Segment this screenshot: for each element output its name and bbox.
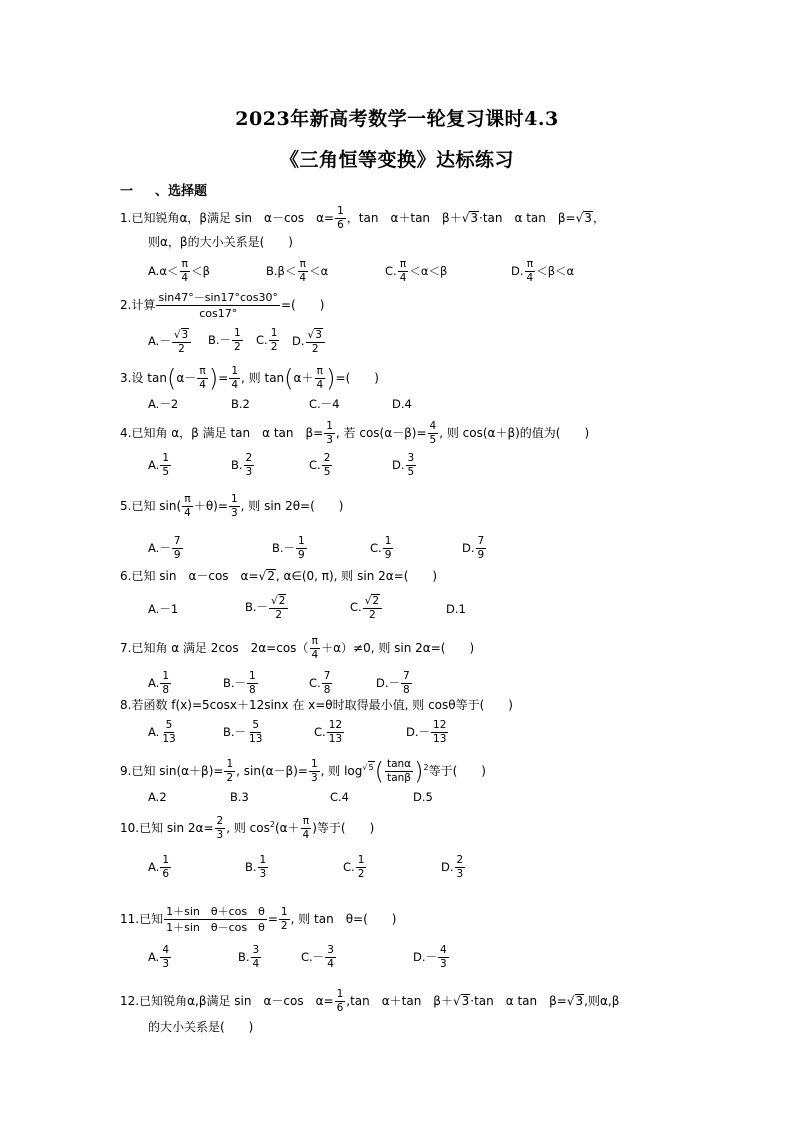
fraction: $\frac{1}{2}$ bbox=[357, 854, 365, 880]
option-c: C.－4 bbox=[309, 397, 340, 411]
fraction: $\frac{4}{3}$ bbox=[440, 944, 447, 970]
question-8: 8.若函数 f(x)=5cosx＋12sinx 在 x=θ时取得最小值, 则 cosθ等于( ) bbox=[120, 698, 513, 712]
option-a: A. $\frac{4}{3}$ bbox=[148, 944, 170, 970]
section-heading bbox=[120, 180, 207, 199]
fraction: $\frac{1}{3}$ bbox=[230, 493, 238, 519]
option-d: D.－ $\frac{7}{8}$ bbox=[376, 670, 410, 696]
option-b: B.－ $\frac{5}{13}$ bbox=[223, 719, 263, 745]
option-b: B.3 bbox=[230, 790, 249, 804]
fraction: $\frac{1}{6}$ bbox=[337, 205, 344, 231]
fraction: $\frac{\pi}{4}$ bbox=[311, 635, 319, 661]
option-a: A.－ $\frac{7}{9}$ bbox=[148, 535, 181, 561]
fraction: $\frac{2}{3}$ bbox=[456, 854, 464, 880]
fraction: $\frac{1}{3}$ bbox=[310, 758, 318, 784]
question-11: 11.已知 $\frac{\text{1＋sin θ＋cos θ}}{\text{1＋sin θ－cos θ}}$ = $\frac{1}{2}$ , 则 tan θ=( ) bbox=[120, 905, 397, 934]
fraction: $\frac{\pi}{4}$ bbox=[316, 365, 324, 391]
option-b: B.－ $\frac{√2}{2}$ bbox=[245, 594, 289, 621]
fraction: $\frac{\text{1＋sin θ＋cos θ}}{\text{1＋sin θ－cos θ}}$ bbox=[166, 905, 265, 934]
fraction: $\frac{1}{2}$ bbox=[270, 327, 278, 353]
fraction: $\frac{7}{8}$ bbox=[323, 670, 331, 696]
fraction: $\frac{\pi}{4}$ bbox=[184, 493, 191, 519]
question-number: 1. bbox=[120, 211, 132, 225]
option-b: B.－ $\frac{1}{9}$ bbox=[272, 535, 305, 561]
fraction: $\frac{\tan\alpha}{\tan\beta}$ bbox=[386, 758, 412, 784]
question-5: 5.已知 sin( $\frac{\pi}{4}$ ＋θ)= $\frac{1}{3}$ , 则 sin 2θ=( ) bbox=[120, 493, 344, 519]
sqrt-radicand: 3 bbox=[575, 994, 584, 1008]
fraction: $\frac{1}{3}$ bbox=[259, 854, 267, 880]
option-d: D. $\frac{\pi}{4}$ ＜β＜α bbox=[511, 258, 575, 284]
question-4: 4.已知角 α，β 满足 tan α tan β= $\frac{1}{3}$ , 若 cos(α－β)= $\frac{4}{5}$ , 则 cos(α＋β)的值为( ) bbox=[120, 420, 590, 446]
option-d: D.－ $\frac{4}{3}$ bbox=[413, 944, 447, 970]
right-paren: ) bbox=[208, 364, 219, 393]
fraction: $\frac{\sin 47^\circ-\sin 17^\circ\cos 30^\circ}{\cos 17^\circ}$ bbox=[158, 291, 278, 320]
option-a: A.2 bbox=[148, 790, 167, 804]
fraction: $\frac{√2}{2}$ bbox=[363, 594, 382, 621]
option-c: C. $\frac{\pi}{4}$ ＜α＜β bbox=[385, 258, 448, 284]
sqrt-radicand: 3 bbox=[470, 211, 478, 225]
question-number: 7. bbox=[120, 641, 132, 655]
question-number: 11. bbox=[120, 912, 140, 926]
log-base: √5 bbox=[362, 763, 374, 772]
question-12: 12.已知锐角α,β满足 sin α－cos α= $\frac{1}{6}$ ,tan α＋tan β＋√3·tan α tan β=√3,则α,β bbox=[120, 988, 620, 1014]
question-1: 1.已知锐角α，β满足 sin α－cos α= $\frac{1}{6}$ ，tan α＋tan β＋√3·tan α tan β=√3， bbox=[120, 205, 605, 231]
left-paren: ( bbox=[284, 364, 294, 393]
option-a: A.α＜ $\frac{\pi}{4}$ ＜β bbox=[148, 258, 210, 284]
option-d: D. $\frac{3}{5}$ bbox=[392, 452, 415, 478]
fraction: $\frac{4}{5}$ bbox=[429, 420, 437, 446]
fraction: $\frac{\pi}{4}$ bbox=[181, 258, 189, 284]
fraction: $\frac{1}{3}$ bbox=[326, 420, 333, 446]
option-b: B.β＜ $\frac{\pi}{4}$ ＜α bbox=[266, 258, 329, 284]
fraction: $\frac{1}{9}$ bbox=[384, 535, 392, 561]
section-number: 一 bbox=[120, 184, 134, 199]
option-a: A.－1 bbox=[148, 602, 179, 616]
question-number: 4. bbox=[120, 426, 132, 440]
fraction: $\frac{12}{13}$ bbox=[328, 719, 343, 745]
fraction: $\frac{2}{3}$ bbox=[245, 452, 253, 478]
question-text: 已知锐角α，β满足 sin α－cos α= bbox=[131, 211, 335, 225]
fraction: $\frac{4}{3}$ bbox=[162, 944, 170, 970]
fraction: $\frac{1}{6}$ bbox=[162, 854, 170, 880]
fraction: $\frac{\pi}{4}$ bbox=[526, 258, 534, 284]
fraction: $\frac{1}{8}$ bbox=[162, 670, 170, 696]
question-10: 10.已知 sin 2α= $\frac{2}{3}$ , 则 $\cos^2(\alpha+$ $\frac{\pi}{4}$ )等于( ) bbox=[120, 815, 375, 841]
option-c: C. $\frac{√2}{2}$ bbox=[350, 594, 383, 621]
option-d: D.1 bbox=[446, 602, 466, 616]
question-number: 6. bbox=[120, 569, 132, 583]
fraction: $\frac{2}{5}$ bbox=[323, 452, 331, 478]
fraction: $\frac{7}{9}$ bbox=[477, 535, 485, 561]
fraction: $\frac{\pi}{4}$ bbox=[199, 365, 206, 391]
question-number: 12. bbox=[120, 994, 140, 1008]
option-b: B. $\frac{3}{4}$ bbox=[238, 944, 260, 970]
fraction: $\frac{12}{13}$ bbox=[433, 719, 447, 745]
fraction: $\frac{1}{4}$ bbox=[231, 365, 239, 391]
option-b: B.－ $\frac{1}{8}$ bbox=[223, 670, 256, 696]
option-a: A. $\frac{1}{6}$ bbox=[148, 854, 170, 880]
question-number: 9. bbox=[120, 764, 132, 778]
option-a: A. $\frac{5}{13}$ bbox=[148, 719, 176, 745]
fraction: $\frac{√3}{2}$ bbox=[172, 328, 191, 355]
fraction: $\frac{2}{3}$ bbox=[216, 815, 224, 841]
option-d: D.5 bbox=[413, 790, 433, 804]
option-c: C. $\frac{1}{2}$ bbox=[256, 327, 278, 353]
fraction: $\frac{7}{9}$ bbox=[173, 535, 181, 561]
sqrt-radicand: 3 bbox=[584, 211, 592, 225]
option-b: B. $\frac{1}{3}$ bbox=[245, 854, 267, 880]
question-number: 5. bbox=[120, 499, 132, 513]
left-paren: ( bbox=[374, 757, 384, 786]
right-paren: ) bbox=[326, 364, 336, 393]
question-12-line2: 的大小关系是( ) bbox=[148, 1020, 254, 1034]
option-a: A. $\frac{1}{8}$ bbox=[148, 670, 170, 696]
fraction: $\frac{5}{13}$ bbox=[162, 719, 176, 745]
option-c: C. $\frac{2}{5}$ bbox=[309, 452, 331, 478]
option-d: D.4 bbox=[392, 397, 412, 411]
question-number: 8. bbox=[120, 698, 132, 712]
sqrt-radicand: 3 bbox=[461, 994, 470, 1008]
left-paren: ( bbox=[166, 364, 177, 393]
option-d: D. $\frac{√3}{2}$ bbox=[292, 328, 326, 355]
exponent: 2 bbox=[269, 820, 275, 829]
exponent: 2 bbox=[423, 763, 429, 772]
question-number: 2. bbox=[120, 298, 132, 312]
option-d: D. $\frac{7}{9}$ bbox=[462, 535, 485, 561]
fraction: $\frac{\pi}{4}$ bbox=[299, 258, 307, 284]
option-c: C. $\frac{12}{13}$ bbox=[314, 719, 343, 745]
question-number: 10. bbox=[120, 821, 140, 835]
right-paren: ) bbox=[414, 757, 424, 786]
option-b: B. $\frac{2}{3}$ bbox=[231, 452, 253, 478]
fraction: $\frac{3}{4}$ bbox=[252, 944, 260, 970]
fraction: $\frac{√3}{2}$ bbox=[306, 328, 325, 355]
section-label: 、选择题 bbox=[155, 184, 208, 199]
option-c: C. $\frac{7}{8}$ bbox=[309, 670, 331, 696]
question-2: 2.计算 $\frac{\sin 47^\circ-\sin 17^\circ\cos 30^\circ}{\cos 17^\circ}$ =( ) bbox=[120, 291, 325, 320]
question-number: 3. bbox=[120, 371, 132, 385]
option-a: A. $\frac{1}{5}$ bbox=[148, 452, 170, 478]
question-6: 6.已知 sin α－cos α=√2, α∈(0, π), 则 sin 2α=( ) bbox=[120, 569, 438, 583]
fraction: $\frac{7}{8}$ bbox=[403, 670, 410, 696]
option-a: A.－ $\frac{√3}{2}$ bbox=[148, 328, 192, 355]
fraction: $\frac{\pi}{4}$ bbox=[399, 258, 407, 284]
option-b: B.－ $\frac{1}{2}$ bbox=[208, 327, 241, 353]
question-7: 7.已知角 α 满足 2cos 2α=cos（ $\frac{\pi}{4}$ ＋α）≠0, 则 sin 2α=( ) bbox=[120, 635, 475, 661]
question-1-line2: 则α，β的大小关系是( ) bbox=[148, 235, 293, 249]
fraction: $\frac{5}{13}$ bbox=[249, 719, 263, 745]
question-9: 9.已知 sin(α＋β)= $\frac{1}{2}$ , sin(α－β)= $\frac{1}{3}$ , 则 $\log^{√5}$( $\frac{\tan\alpha}{\tan\beta}$ )$^2$等于( ) bbox=[120, 757, 486, 786]
fraction: $\frac{\pi}{4}$ bbox=[302, 815, 310, 841]
option-c: C. $\frac{1}{9}$ bbox=[370, 535, 392, 561]
fraction: $\frac{1}{5}$ bbox=[162, 452, 170, 478]
fraction: $\frac{1}{8}$ bbox=[249, 670, 256, 696]
question-3: 3.设 tan(α－ $\frac{\pi}{4}$ )= $\frac{1}{4}$ , 则 tan(α＋ $\frac{\pi}{4}$ )=( ) bbox=[120, 364, 379, 393]
option-d: D.－ $\frac{12}{13}$ bbox=[406, 719, 447, 745]
fraction: $\frac{1}{9}$ bbox=[298, 535, 305, 561]
option-a: A.－2 bbox=[148, 397, 179, 411]
option-d: D. $\frac{2}{3}$ bbox=[441, 854, 464, 880]
fraction: $\frac{1}{2}$ bbox=[280, 906, 288, 932]
document-subtitle: 《三角恒等变换》达标练习 bbox=[279, 149, 514, 171]
fraction: $\frac{3}{4}$ bbox=[327, 944, 334, 970]
fraction: $\frac{1}{2}$ bbox=[234, 327, 241, 353]
option-c: C.－ $\frac{3}{4}$ bbox=[301, 944, 334, 970]
option-b: B.2 bbox=[231, 397, 250, 411]
document-title: 2023年新高考数学一轮复习课时4.3 bbox=[235, 108, 559, 130]
option-c: C.4 bbox=[330, 790, 350, 804]
sqrt-radicand: 2 bbox=[267, 569, 275, 583]
option-c: C. $\frac{1}{2}$ bbox=[343, 854, 365, 880]
fraction: $\frac{√2}{2}$ bbox=[269, 594, 288, 621]
fraction: $\frac{1}{2}$ bbox=[226, 758, 234, 784]
fraction: $\frac{1}{6}$ bbox=[336, 988, 344, 1014]
fraction: $\frac{3}{5}$ bbox=[407, 452, 415, 478]
